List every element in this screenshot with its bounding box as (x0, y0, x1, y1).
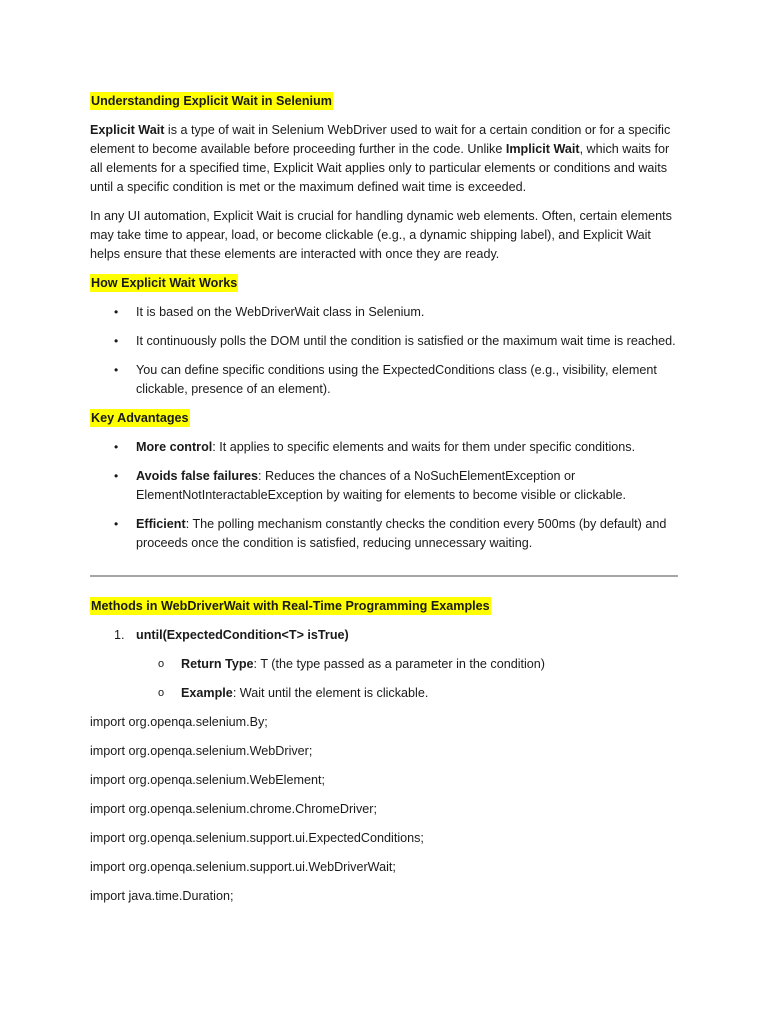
intro-text-2: , which waits for all elements for a specified time, Explicit Wait applies only to particular elements or conditions and waits until a specific condition is met or the maximum defined wait time is exceeded. (90, 142, 670, 194)
bullet-icon: • (114, 305, 119, 319)
list-item (90, 467, 682, 505)
bullet-icon: • (114, 517, 119, 531)
advantage-bold: More control (136, 440, 213, 454)
horizontal-divider (90, 575, 678, 577)
document-content (90, 92, 682, 916)
sub-item-return-type (90, 655, 682, 674)
method-number: 1. (114, 628, 125, 642)
code-line: import org.openqa.selenium.WebElement; (90, 773, 325, 787)
intro-text-1: is a type of wait in Selenium WebDriver used to wait for a certain condition or for a specific element to become available before proceeding further in the code. Unlike (90, 123, 671, 156)
heading-key-advantages: Key Advantages (91, 411, 189, 425)
code-line: import org.openqa.selenium.WebDriver; (90, 744, 313, 758)
intro-paragraph-1 (90, 121, 682, 197)
list-item-text: It is based on the WebDriverWait class in Selenium. (136, 305, 425, 319)
sub-item-bold: Example (181, 686, 233, 700)
method-title-text: until(ExpectedCondition<T> isTrue) (136, 628, 349, 642)
code-line: import org.openqa.selenium.By; (90, 715, 268, 729)
list-item (90, 515, 682, 553)
bullet-icon: • (114, 363, 119, 377)
circle-bullet-icon: o (158, 687, 165, 699)
list-item (90, 303, 682, 322)
list-item (90, 438, 682, 457)
advantage-bold: Efficient (136, 517, 186, 531)
circle-bullet-icon: o (158, 658, 165, 670)
sub-item-text: : T (the type passed as a parameter in the condition) (253, 657, 546, 671)
heading-understanding: Understanding Explicit Wait in Selenium (91, 94, 332, 108)
heading-how-explicit-wait-works: How Explicit Wait Works (91, 276, 238, 290)
bullet-icon: • (114, 334, 119, 348)
advantage-text: : It applies to specific elements and waits for them under specific conditions. (212, 440, 636, 454)
sub-item-bold: Return Type (181, 657, 254, 671)
list-item-text: You can define specific conditions using the ExpectedConditions class (e.g., visibility, element clickable, presence of an element). (136, 363, 657, 396)
intro-bold-explicit-wait: Explicit Wait (90, 123, 165, 137)
method-1-title (90, 626, 682, 645)
advantages-list (90, 438, 682, 553)
advantage-text: : The polling mechanism constantly checks the condition every 500ms (by default) and proceeds once the condition is satisfied, reducing unnecessary waiting. (136, 517, 667, 550)
heading-methods: Methods in WebDriverWait with Real-Time Programming Examples (91, 599, 490, 613)
list-item-text: It continuously polls the DOM until the condition is satisfied or the maximum wait time is reached. (136, 334, 676, 348)
list-item (90, 332, 682, 351)
list-item (90, 361, 682, 399)
code-line: import org.openqa.selenium.chrome.ChromeDriver; (90, 802, 377, 816)
code-line: import java.time.Duration; (90, 889, 234, 903)
code-line: import org.openqa.selenium.support.ui.WebDriverWait; (90, 860, 396, 874)
intro-bold-implicit-wait: Implicit Wait (505, 142, 580, 156)
bullet-icon: • (114, 440, 119, 454)
how-list (90, 303, 682, 399)
sub-item-text: : Wait until the element is clickable. (232, 686, 429, 700)
advantage-text: : Reduces the chances of a NoSuchElementException or ElementNotInteractableException by waiting for elements to become visible or clickable. (136, 469, 627, 502)
sub-item-example (90, 684, 682, 703)
advantage-bold: Avoids false failures (136, 469, 259, 483)
intro-paragraph-2: In any UI automation, Explicit Wait is crucial for handling dynamic web elements. Often, certain elements may take time to appear, load, or become clickable (e.g., a dynamic shipping label), and Explicit Wait helps ensure that these elements are interacted with once they are ready. (90, 209, 672, 261)
bullet-icon: • (114, 469, 119, 483)
code-line: import org.openqa.selenium.support.ui.ExpectedConditions; (90, 831, 424, 845)
